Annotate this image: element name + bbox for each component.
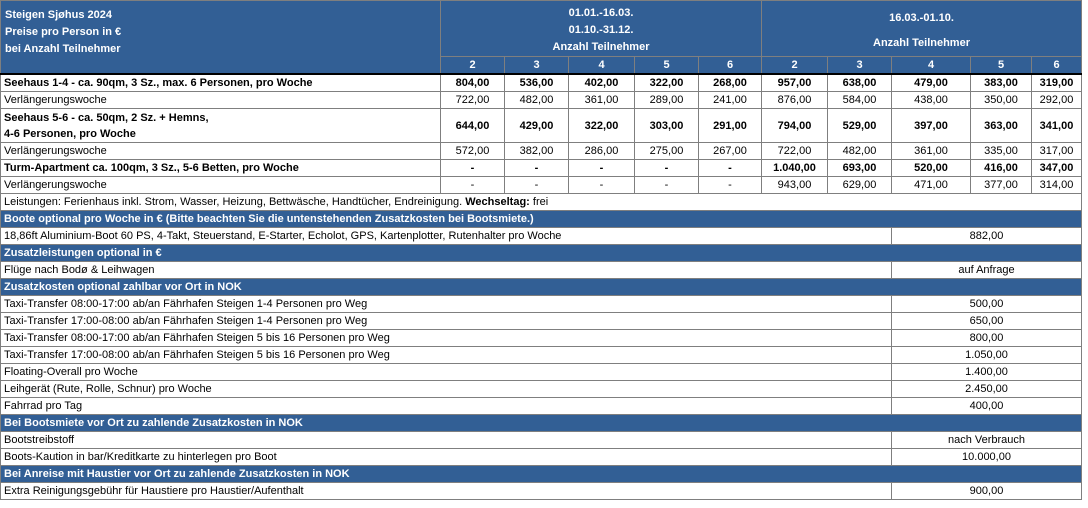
extra-cost-label: Leihgerät (Rute, Rolle, Schnur) pro Woche (1, 381, 892, 398)
price-cell: - (441, 160, 505, 177)
extra-cost-row (1, 364, 1082, 381)
extra-cost-value: 650,00 (892, 313, 1082, 330)
extra-cost-value: 500,00 (892, 296, 1082, 313)
extra-cost-label: Extra Reinigungsgebühr für Haustiere pro Haustier/Aufenthalt (1, 483, 892, 500)
price-cell: 584,00 (828, 92, 892, 109)
leistungen-text (1, 194, 1082, 211)
table-title (1, 1, 441, 75)
wechseltag-value: frei (532, 196, 549, 208)
section-header (1, 211, 1082, 228)
price-row-label (1, 92, 441, 109)
row-label-text: Verlängerungswoche (4, 94, 107, 106)
participant-count: 2 (762, 57, 828, 75)
extra-cost-value: auf Anfrage (892, 262, 1082, 279)
row-label-text: Turm-Apartment ca. 100qm, 3 Sz., 5-6 Betten, pro Woche (4, 162, 299, 174)
price-cell: 529,00 (828, 109, 892, 143)
price-cell: 267,00 (699, 143, 762, 160)
participants-label: Anzahl Teilnehmer (552, 41, 650, 53)
price-cell: 722,00 (441, 92, 505, 109)
price-cell: 322,00 (569, 109, 635, 143)
price-cell: 482,00 (505, 92, 569, 109)
price-cell: - (505, 177, 569, 194)
price-cell: 804,00 (441, 74, 505, 92)
price-cell: 322,00 (635, 74, 699, 92)
price-row-label (1, 177, 441, 194)
price-cell: - (699, 177, 762, 194)
title-line: bei Anzahl Teilnehmer (5, 43, 121, 55)
participant-count: 3 (828, 57, 892, 75)
price-row (1, 143, 1082, 160)
price-cell: 482,00 (828, 143, 892, 160)
section-title: Zusatzleistungen optional in € (1, 245, 1082, 262)
extra-cost-value: 800,00 (892, 330, 1082, 347)
price-cell: 402,00 (569, 74, 635, 92)
extra-cost-row (1, 313, 1082, 330)
participant-count: 2 (441, 57, 505, 75)
extra-cost-value: nach Verbrauch (892, 432, 1082, 449)
price-cell: - (569, 160, 635, 177)
participant-count: 6 (1032, 57, 1082, 75)
section-title: Bei Bootsmiete vor Ort zu zahlende Zusatzkosten in NOK (1, 415, 1082, 432)
extra-cost-row (1, 449, 1082, 466)
row-label-text: Seehaus 5-6 - ca. 50qm, 2 Sz. + Hemns, (4, 111, 209, 124)
price-cell: 341,00 (1032, 109, 1082, 143)
price-cell: 292,00 (1032, 92, 1082, 109)
extra-cost-value: 2.450,00 (892, 381, 1082, 398)
price-cell: 275,00 (635, 143, 699, 160)
participant-count: 5 (635, 57, 699, 75)
extra-cost-value: 400,00 (892, 398, 1082, 415)
extra-cost-row (1, 347, 1082, 364)
price-cell: 520,00 (892, 160, 971, 177)
row-label-text: Verlängerungswoche (4, 145, 107, 157)
extra-cost-value: 882,00 (892, 228, 1082, 245)
price-cell: 314,00 (1032, 177, 1082, 194)
price-cell: 350,00 (971, 92, 1032, 109)
price-cell: 794,00 (762, 109, 828, 143)
section-title: Bei Anreise mit Haustier vor Ort zu zahlende Zusatzkosten in NOK (1, 466, 1082, 483)
price-cell: 471,00 (892, 177, 971, 194)
price-cell: 363,00 (971, 109, 1032, 143)
price-cell: 319,00 (1032, 74, 1082, 92)
title-line: Steigen Sjøhus 2024 (5, 9, 112, 21)
price-cell: 957,00 (762, 74, 828, 92)
participant-count: 4 (892, 57, 971, 75)
extra-cost-label: Taxi-Transfer 08:00-17:00 ab/an Fährhafen Steigen 5 bis 16 Personen pro Weg (1, 330, 892, 347)
period-1-line: 01.01.-16.03. (568, 7, 634, 19)
price-cell: 479,00 (892, 74, 971, 92)
price-cell: 429,00 (505, 109, 569, 143)
extra-cost-row (1, 228, 1082, 245)
price-row (1, 109, 1082, 143)
price-cell: 268,00 (699, 74, 762, 92)
participant-count: 5 (971, 57, 1032, 75)
price-cell: 377,00 (971, 177, 1032, 194)
participant-count: 4 (569, 57, 635, 75)
extra-cost-label: Bootstreibstoff (1, 432, 892, 449)
price-cell: 317,00 (1032, 143, 1082, 160)
price-cell: 629,00 (828, 177, 892, 194)
price-cell: 644,00 (441, 109, 505, 143)
extra-cost-label: Taxi-Transfer 17:00-08:00 ab/an Fährhafen Steigen 5 bis 16 Personen pro Weg (1, 347, 892, 364)
price-cell: 383,00 (971, 74, 1032, 92)
extra-cost-value: 1.400,00 (892, 364, 1082, 381)
extra-cost-row (1, 381, 1082, 398)
section-title: Zusatzkosten optional zahlbar vor Ort in NOK (1, 279, 1082, 296)
price-cell: 397,00 (892, 109, 971, 143)
period-2-header (762, 1, 1082, 57)
price-cell: 335,00 (971, 143, 1032, 160)
price-cell: 416,00 (971, 160, 1032, 177)
extra-cost-label: Taxi-Transfer 08:00-17:00 ab/an Fährhafen Steigen 1-4 Personen pro Weg (1, 296, 892, 313)
row-label-text: Seehaus 1-4 - ca. 90qm, 3 Sz., max. 6 Personen, pro Woche (4, 77, 313, 89)
price-cell: 291,00 (699, 109, 762, 143)
price-cell: 693,00 (828, 160, 892, 177)
price-row-label (1, 160, 441, 177)
extra-cost-label: Fahrrad pro Tag (1, 398, 892, 415)
price-row (1, 92, 1082, 109)
participant-count: 3 (505, 57, 569, 75)
price-cell: - (635, 177, 699, 194)
section-header (1, 466, 1082, 483)
extra-cost-value: 900,00 (892, 483, 1082, 500)
section-header (1, 279, 1082, 296)
price-row-label (1, 143, 441, 160)
extra-cost-label: Boots-Kaution in bar/Kreditkarte zu hinterlegen pro Boot (1, 449, 892, 466)
price-cell: 241,00 (699, 92, 762, 109)
price-cell: - (569, 177, 635, 194)
price-cell: 286,00 (569, 143, 635, 160)
price-cell: - (699, 160, 762, 177)
price-cell: 382,00 (505, 143, 569, 160)
price-cell: 876,00 (762, 92, 828, 109)
section-header (1, 245, 1082, 262)
price-cell: 289,00 (635, 92, 699, 109)
price-cell: 722,00 (762, 143, 828, 160)
price-cell: - (635, 160, 699, 177)
price-row (1, 160, 1082, 177)
price-cell: 438,00 (892, 92, 971, 109)
period-1-line: 01.10.-31.12. (568, 24, 634, 36)
price-row (1, 177, 1082, 194)
period-2-line: 16.03.-01.10. (889, 12, 954, 24)
price-cell: 638,00 (828, 74, 892, 92)
price-row-label (1, 109, 441, 143)
section-header (1, 415, 1082, 432)
wechseltag-label: Wechseltag: (465, 196, 530, 208)
price-row (1, 74, 1082, 92)
extra-cost-row (1, 398, 1082, 415)
row-label-text: 4-6 Personen, pro Woche (4, 127, 136, 140)
price-cell: - (441, 177, 505, 194)
header-row (1, 1, 1082, 57)
extra-cost-row (1, 296, 1082, 313)
price-cell: 536,00 (505, 74, 569, 92)
extra-cost-row (1, 432, 1082, 449)
price-cell: 303,00 (635, 109, 699, 143)
extra-cost-value: 10.000,00 (892, 449, 1082, 466)
price-cell: - (505, 160, 569, 177)
leistungen-main: Leistungen: Ferienhaus inkl. Strom, Wasser, Heizung, Bettwäsche, Handtücher, Endreinigung. (4, 196, 463, 208)
extra-cost-label: Floating-Overall pro Woche (1, 364, 892, 381)
price-cell: 361,00 (569, 92, 635, 109)
extra-cost-label: 18,86ft Aluminium-Boot 60 PS, 4-Takt, Steuerstand, E-Starter, Echolot, GPS, Kartenplotter, Rutenhalter pro Woche (1, 228, 892, 245)
extra-cost-row (1, 483, 1082, 500)
period-1-header (441, 1, 762, 57)
price-cell: 1.040,00 (762, 160, 828, 177)
leistungen-row (1, 194, 1082, 211)
price-cell: 572,00 (441, 143, 505, 160)
price-cell: 943,00 (762, 177, 828, 194)
extra-cost-value: 1.050,00 (892, 347, 1082, 364)
title-line: Preise pro Person in € (5, 26, 122, 38)
section-title: Boote optional pro Woche in € (Bitte beachten Sie die untenstehenden Zusatzkosten bei Bootsmiete.) (1, 211, 1082, 228)
participant-count: 6 (699, 57, 762, 75)
price-row-label (1, 74, 441, 92)
extra-cost-row (1, 262, 1082, 279)
participants-label: Anzahl Teilnehmer (873, 37, 970, 49)
row-label-text: Verlängerungswoche (4, 179, 107, 191)
price-cell: 347,00 (1032, 160, 1082, 177)
extra-cost-label: Taxi-Transfer 17:00-08:00 ab/an Fährhafen Steigen 1-4 Personen pro Weg (1, 313, 892, 330)
price-cell: 361,00 (892, 143, 971, 160)
extra-cost-label: Flüge nach Bodø & Leihwagen (1, 262, 892, 279)
extra-cost-row (1, 330, 1082, 347)
